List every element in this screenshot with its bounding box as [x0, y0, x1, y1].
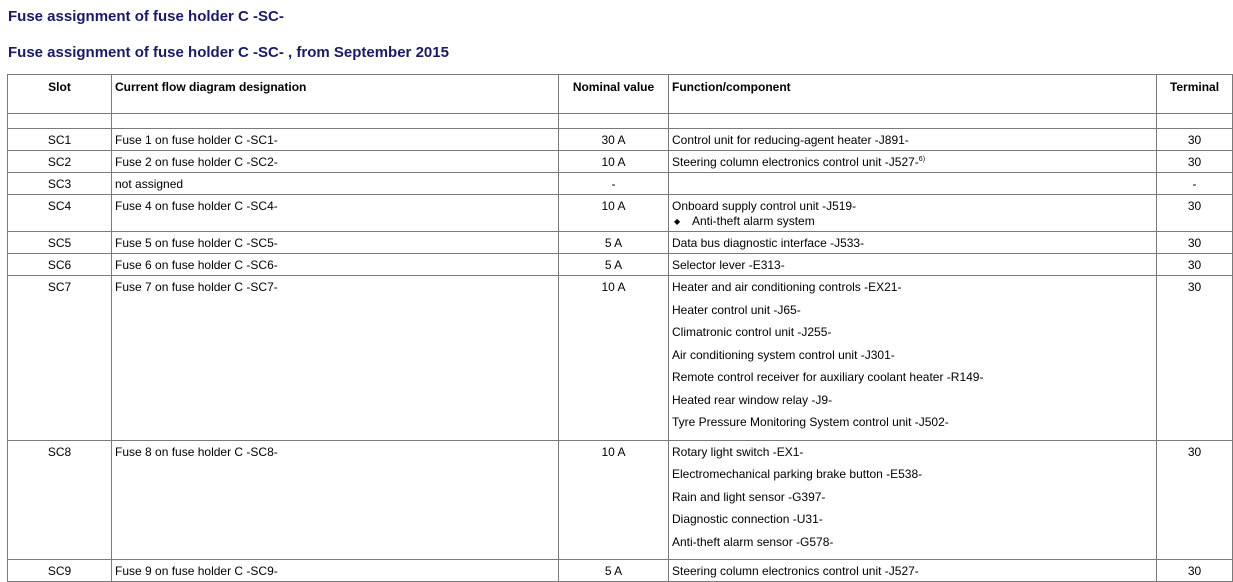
spacer-cell	[669, 114, 1157, 129]
function-text: Steering column electronics control unit -J527-	[672, 564, 919, 578]
cell-slot: SC8	[8, 440, 112, 560]
cell-designation: Fuse 7 on fuse holder C -SC7-	[112, 276, 559, 441]
footnote-marker: 6)	[918, 156, 926, 163]
cell-slot: SC5	[8, 232, 112, 254]
cell-terminal: 30	[1157, 232, 1233, 254]
function-text: Data bus diagnostic interface -J533-	[672, 236, 865, 250]
cell-designation: Fuse 6 on fuse holder C -SC6-	[112, 254, 559, 276]
cell-designation: Fuse 1 on fuse holder C -SC1-	[112, 129, 559, 151]
function-text: Heated rear window relay -J9-	[672, 392, 833, 407]
cell-nominal-value: 10 A	[559, 276, 669, 441]
function-item	[672, 199, 1153, 214]
function-item	[672, 415, 1153, 430]
function-text: Anti-theft alarm sensor -G578-	[672, 534, 834, 549]
function-item	[672, 236, 1153, 251]
table-row	[8, 173, 1233, 195]
table-row	[8, 254, 1233, 276]
cell-designation: Fuse 9 on fuse holder C -SC9-	[112, 560, 559, 582]
function-item	[672, 467, 1153, 482]
cell-slot: SC9	[8, 560, 112, 582]
cell-nominal-value: 5 A	[559, 560, 669, 582]
cell-function-component	[669, 276, 1157, 441]
function-text: Steering column electronics control unit -J527-	[672, 155, 919, 169]
cell-function-component	[669, 232, 1157, 254]
function-text: Heater and air conditioning controls -EX21-	[672, 280, 902, 294]
function-text: Climatronic control unit -J255-	[672, 325, 832, 339]
cell-function-component	[669, 173, 1157, 195]
function-text: Selector lever -E313-	[672, 258, 785, 272]
function-text: Tyre Pressure Monitoring System control unit -J502-	[672, 415, 949, 429]
function-item	[672, 445, 1153, 460]
spacer-cell	[559, 114, 669, 129]
table-row	[8, 276, 1233, 441]
function-item	[672, 535, 1153, 550]
cell-terminal: 30	[1157, 129, 1233, 151]
table-header-row	[8, 75, 1233, 114]
function-item	[672, 155, 1153, 170]
header-spacer-row	[8, 114, 1233, 129]
cell-function-component	[669, 129, 1157, 151]
spacer-cell	[112, 114, 559, 129]
cell-function-component	[669, 440, 1157, 560]
function-text: Heater control unit -J65-	[672, 302, 801, 317]
table-row	[8, 560, 1233, 582]
cell-designation: Fuse 5 on fuse holder C -SC5-	[112, 232, 559, 254]
function-bullet-item	[672, 214, 1153, 229]
function-text: Remote control receiver for auxiliary coolant heater -R149-	[672, 370, 984, 384]
cell-function-component	[669, 560, 1157, 582]
cell-function-component	[669, 254, 1157, 276]
cell-slot: SC3	[8, 173, 112, 195]
cell-nominal-value: 30 A	[559, 129, 669, 151]
cell-designation: not assigned	[112, 173, 559, 195]
cell-designation: Fuse 8 on fuse holder C -SC8-	[112, 440, 559, 560]
cell-slot: SC7	[8, 276, 112, 441]
page-title: Fuse assignment of fuse holder C -SC-	[8, 8, 284, 25]
cell-slot: SC1	[8, 129, 112, 151]
cell-terminal: 30	[1157, 276, 1233, 441]
function-item	[672, 393, 1153, 408]
cell-terminal: 30	[1157, 195, 1233, 232]
table-row	[8, 440, 1233, 560]
spacer-cell	[8, 114, 112, 129]
fuse-assignment-table	[7, 74, 1233, 582]
cell-slot: SC6	[8, 254, 112, 276]
function-text: Air conditioning system control unit -J301-	[672, 347, 895, 362]
function-text: Electromechanical parking brake button -E538-	[672, 467, 923, 481]
cell-slot: SC2	[8, 151, 112, 173]
table-row	[8, 151, 1233, 173]
diamond-bullet-icon: ◆	[674, 217, 681, 226]
cell-designation: Fuse 4 on fuse holder C -SC4-	[112, 195, 559, 232]
function-item	[672, 280, 1153, 295]
cell-designation: Fuse 2 on fuse holder C -SC2-	[112, 151, 559, 173]
cell-slot: SC4	[8, 195, 112, 232]
cell-nominal-value: 5 A	[559, 254, 669, 276]
function-item	[672, 512, 1153, 527]
header-designation: Current flow diagram designation	[112, 75, 559, 114]
function-item	[672, 348, 1153, 363]
cell-terminal: 30	[1157, 560, 1233, 582]
table-row	[8, 195, 1233, 232]
function-text: Onboard supply control unit -J519-	[672, 199, 857, 213]
cell-function-component	[669, 151, 1157, 173]
cell-nominal-value: -	[559, 173, 669, 195]
function-item	[672, 370, 1153, 385]
cell-terminal: 30	[1157, 254, 1233, 276]
function-item	[672, 564, 1153, 579]
function-item	[672, 490, 1153, 505]
table-row	[8, 232, 1233, 254]
table-row	[8, 129, 1233, 151]
cell-nominal-value: 10 A	[559, 440, 669, 560]
function-text: Diagnostic connection -U31-	[672, 512, 823, 526]
header-terminal: Terminal	[1157, 75, 1233, 114]
cell-terminal: 30	[1157, 440, 1233, 560]
cell-terminal: 30	[1157, 151, 1233, 173]
function-text: Rain and light sensor -G397-	[672, 489, 826, 504]
function-text: Rotary light switch -EX1-	[672, 444, 804, 459]
function-item	[672, 133, 1153, 148]
function-text: Control unit for reducing-agent heater -J891-	[672, 133, 909, 147]
function-item	[672, 258, 1153, 273]
table-body	[8, 114, 1233, 582]
spacer-cell	[1157, 114, 1233, 129]
function-bullet-text: Anti-theft alarm system	[692, 214, 815, 228]
header-slot: Slot	[8, 75, 112, 114]
function-item	[672, 303, 1153, 318]
cell-nominal-value: 10 A	[559, 151, 669, 173]
header-function-component: Function/component	[669, 75, 1157, 114]
page-subtitle: Fuse assignment of fuse holder C -SC- , from September 2015	[8, 44, 449, 61]
header-nominal-value: Nominal value	[559, 75, 669, 114]
cell-function-component	[669, 195, 1157, 232]
function-item	[672, 325, 1153, 340]
cell-nominal-value: 5 A	[559, 232, 669, 254]
cell-nominal-value: 10 A	[559, 195, 669, 232]
cell-terminal: -	[1157, 173, 1233, 195]
